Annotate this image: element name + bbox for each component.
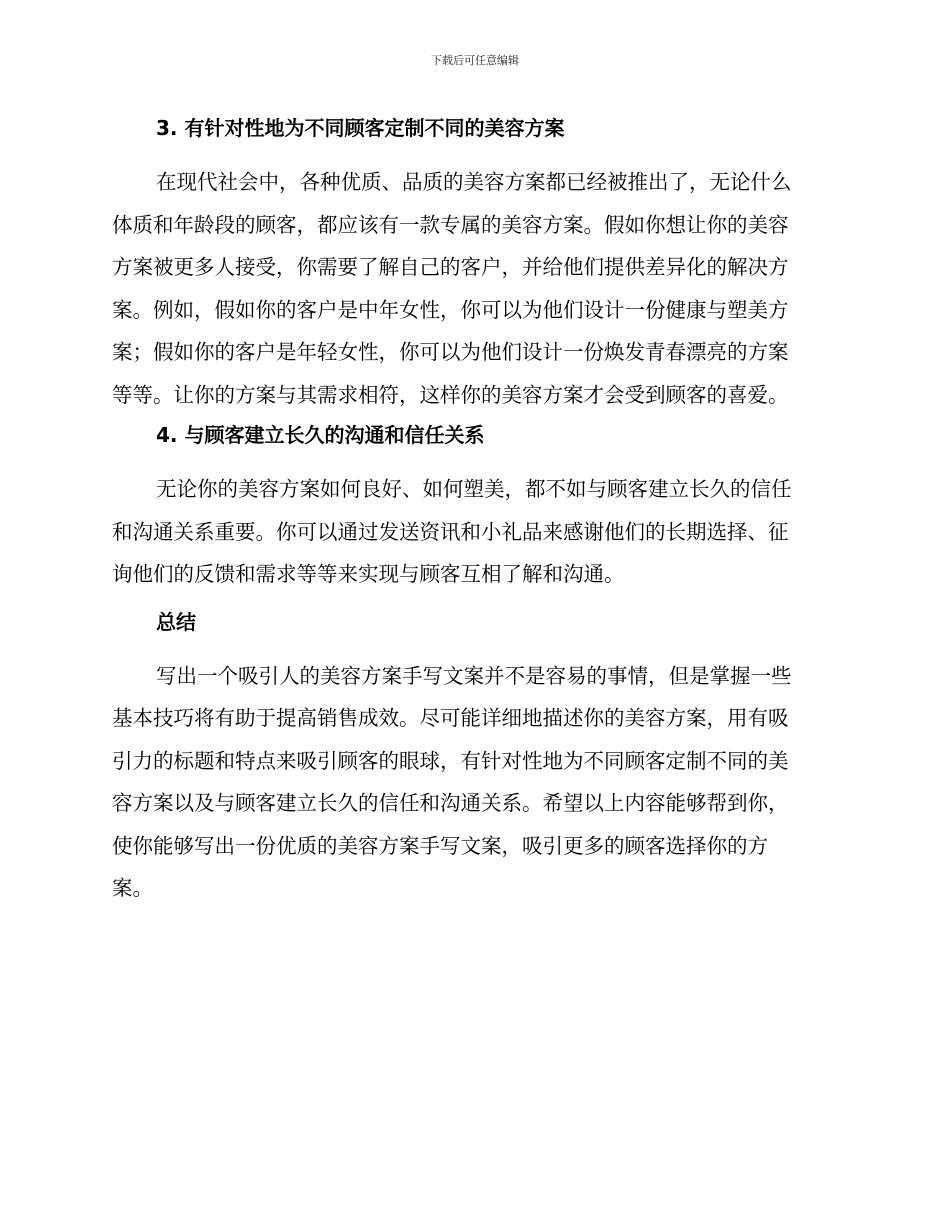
- paragraph-line: 引力的标题和特点来吸引顾客的眼球，有针对性地为不同顾客定制不同的美: [112, 748, 789, 773]
- section-heading: 4. 与顾客建立长久的沟通和信任关系: [156, 423, 485, 447]
- section-paragraph: [112, 655, 832, 910]
- paragraph-line: 案。例如，假如你的客户是中年女性，你可以为他们设计一份健康与塑美方: [112, 297, 789, 322]
- paragraph-line: 在现代社会中，各种优质、品质的美容方案都已经被推出了，无论什么: [156, 170, 792, 194]
- paragraph-line: 使你能够写出一份优质的美容方案手写文案，吸引更多的顾客选择你的方: [112, 833, 768, 858]
- paragraph-line: 写出一个吸引人的美容方案手写文案并不是容易的事情，但是掌握一些: [156, 663, 792, 688]
- section-paragraph: [112, 161, 832, 416]
- paragraph-line: 案；假如你的客户是年轻女性，你可以为他们设计一份焕发青春漂亮的方案: [112, 340, 789, 364]
- paragraph-line: 等等。让你的方案与其需求相符，这样你的美容方案才会受到顾客的喜爱。: [112, 382, 789, 407]
- paragraph-line: 基本技巧将有助于提高销售成效。尽可能详细地描述你的美容方案，用有吸: [112, 706, 789, 730]
- paragraph-line: 案。: [112, 876, 153, 900]
- document-body: [112, 112, 832, 910]
- paragraph-line: 无论你的美容方案如何良好、如何塑美，都不如与顾客建立长久的信任: [156, 477, 792, 501]
- paragraph-line: 容方案以及与顾客建立长久的信任和沟通关系。希望以上内容能够帮到你，: [112, 791, 789, 815]
- paragraph-line: 体质和年龄段的顾客，都应该有一款专属的美容方案。假如你想让你的美容: [112, 212, 789, 237]
- section-paragraph: [112, 468, 832, 596]
- paragraph-line: 和沟通关系重要。你可以通过发送资讯和小礼品来感谢他们的长期选择、征: [112, 519, 789, 544]
- paragraph-line: 方案被更多人接受，你需要了解自己的客户，并给他们提供差异化的解决方: [112, 255, 789, 279]
- section-heading: 3. 有针对性地为不同顾客定制不同的美容方案: [156, 116, 565, 140]
- paragraph-line: 询他们的反馈和需求等等来实现与顾客互相了解和沟通。: [112, 562, 625, 586]
- section-heading: 总结: [156, 609, 196, 634]
- page-header: 下载后可任意编辑: [431, 54, 519, 67]
